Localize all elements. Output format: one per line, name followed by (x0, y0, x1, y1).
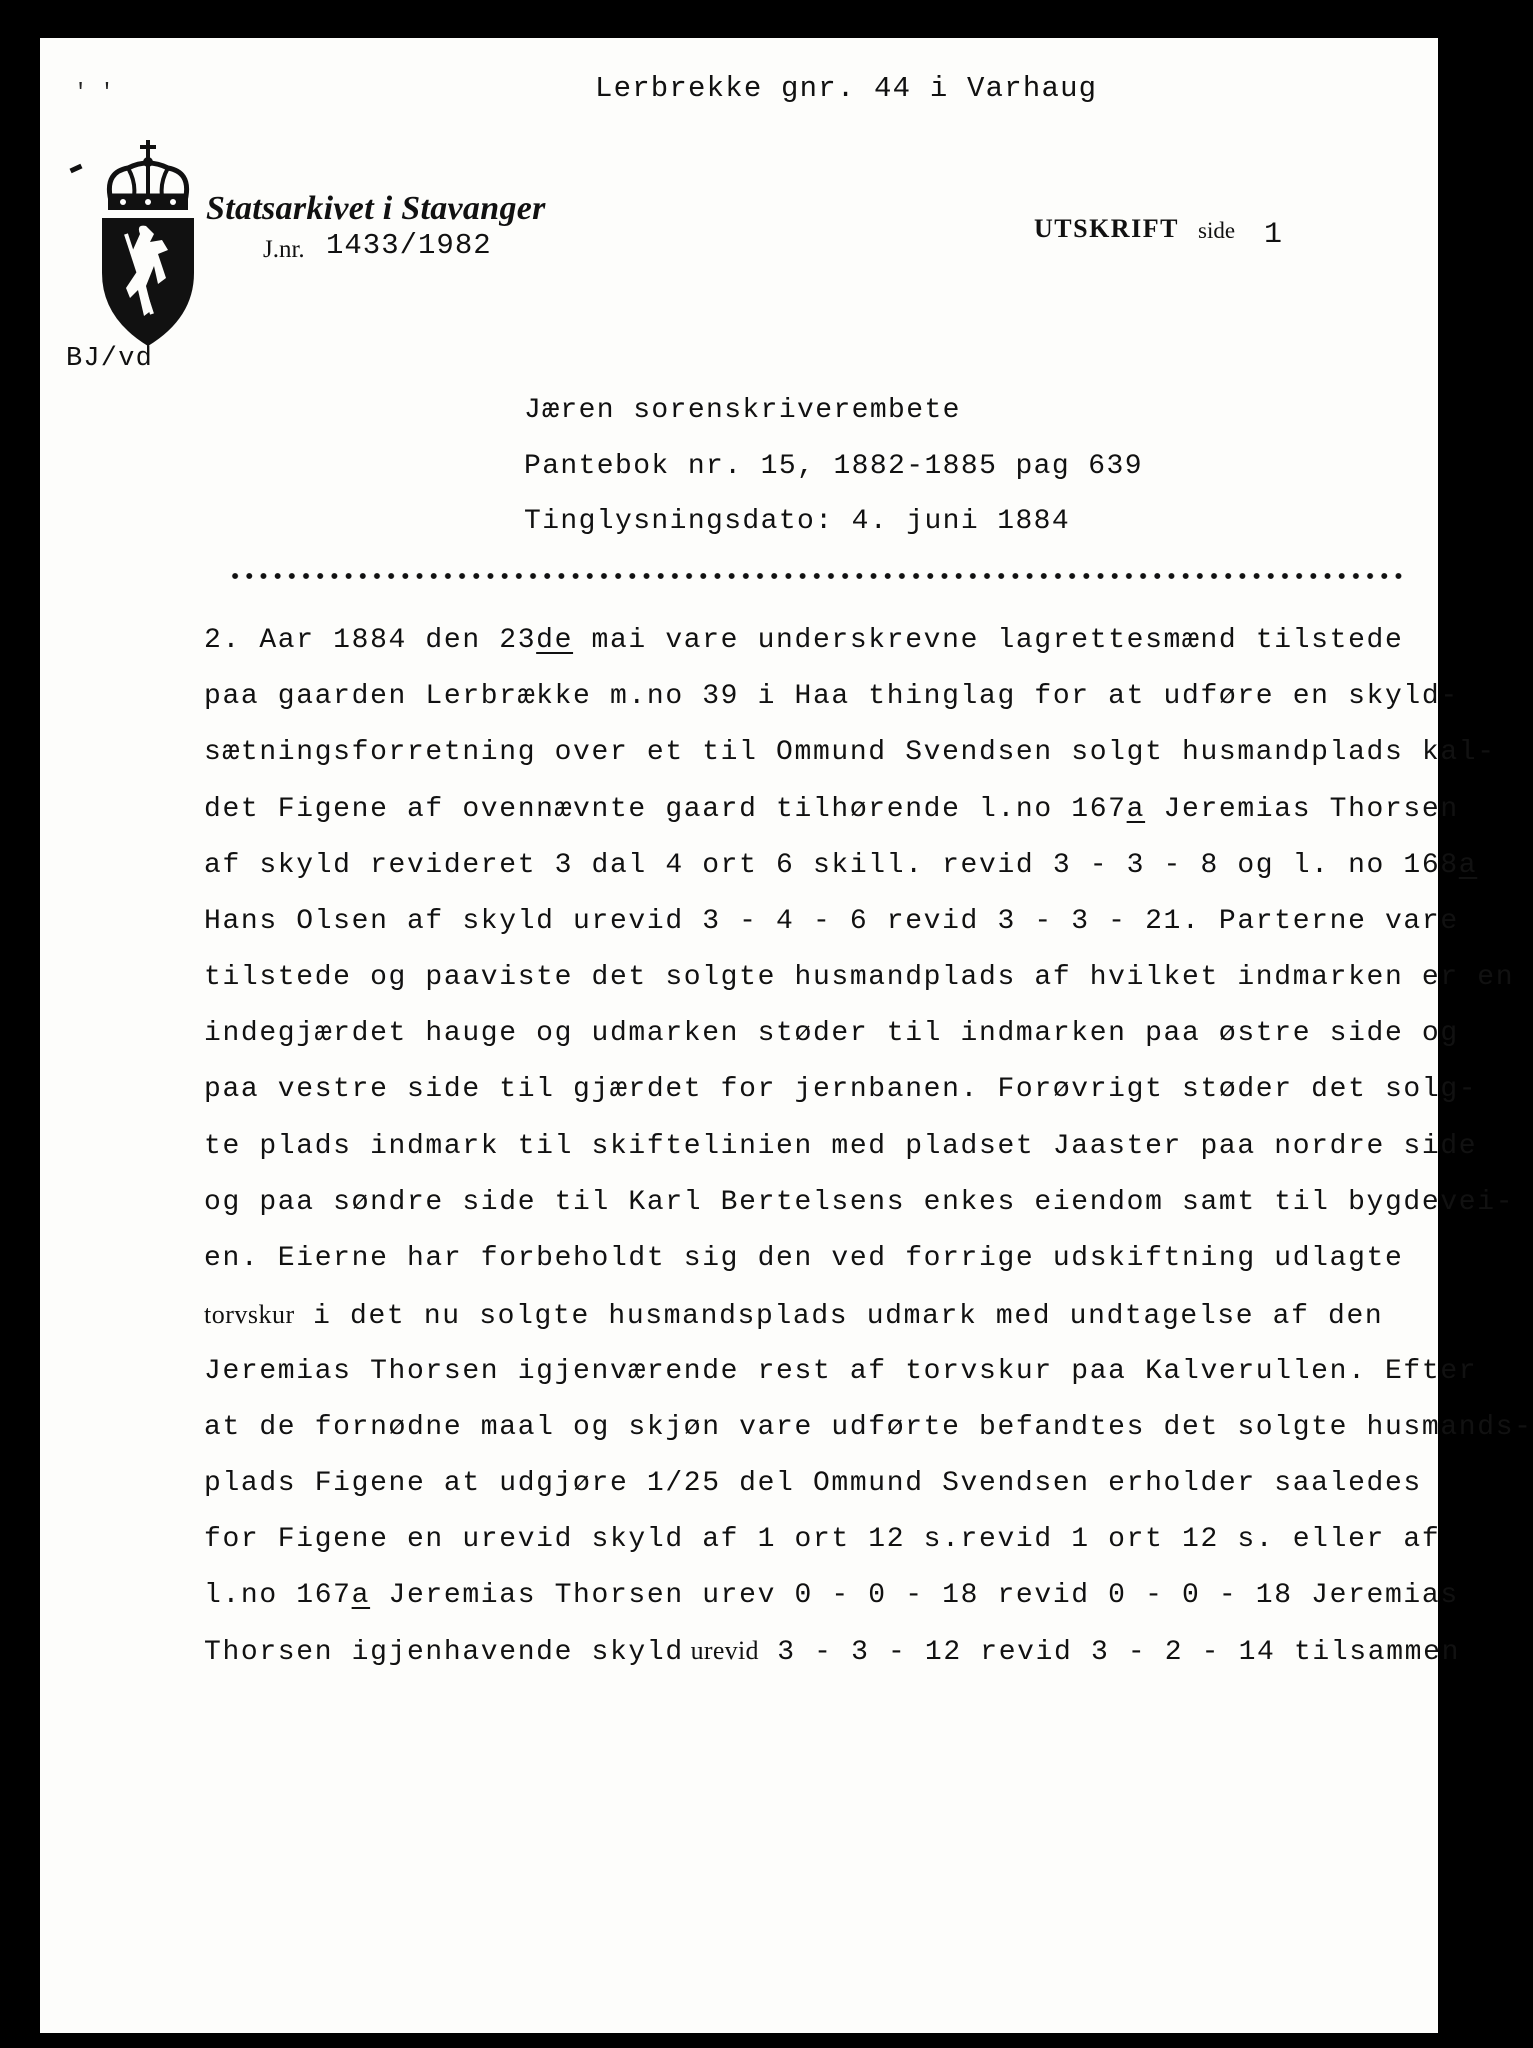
body-line-8: indegjærdet hauge og udmarken støder til indmarken paa østre side og (204, 1018, 1459, 1049)
body-line-15: at de fornødne maal og skjøn vare udførte befandtes det solgte husmands- (204, 1412, 1533, 1443)
body-line-11: og paa søndre side til Karl Bertelsens enkes eiendom samt til bygdevei- (204, 1187, 1515, 1218)
body-line-16: plads Figene at udgjøre 1/25 del Ommund Svendsen erholder saaledes (204, 1468, 1422, 1499)
journal-number: 1433/1982 (326, 229, 492, 262)
corner-marks: ' ' (74, 80, 114, 105)
body-line-2: paa gaarden Lerbrække m.no 39 i Haa thinglag for at udføre en skyld- (204, 681, 1459, 712)
tinglysningsdato: Tinglysningsdato: 4. juni 1884 (524, 506, 1071, 537)
archive-name: Statsarkivet i Stavanger (206, 190, 546, 227)
body-line-6: Hans Olsen af skyld urevid 3 - 4 - 6 revid 3 - 3 - 21. Parterne vare (204, 906, 1459, 937)
side-label: side (1198, 218, 1236, 243)
body-line-7: tilstede og paaviste det solgte husmandplads af hvilket indmarken er en (204, 962, 1515, 993)
body-line-18: l.no 167a Jeremias Thorsen urev 0 - 0 - 18 revid 0 - 0 - 18 Jeremias (204, 1580, 1459, 1611)
document-page (40, 38, 1533, 2033)
journal-number-label: J.nr. (263, 236, 305, 263)
body-line-12: en. Eierne har forbeholdt sig den ved forrige udskiftning udlagte (204, 1243, 1404, 1274)
body-line-9: paa vestre side til gjærdet for jernbanen. Forøvrigt støder det solg- (204, 1074, 1478, 1105)
office-name: Jæren sorenskriverembete (524, 395, 961, 426)
body-line-13: torvskur i det nu solgte husmandsplads udmark med undtagelse af den (204, 1300, 1384, 1332)
body-line-14: Jeremias Thorsen igjenværende rest af torvskur paa Kalverullen. Efter (204, 1356, 1478, 1387)
body-line-10: te plads indmark til skiftelinien med pladset Jaaster paa nordre side (204, 1131, 1478, 1162)
page-number: 1 (1264, 218, 1284, 252)
coat-of-arms-icon (88, 138, 208, 348)
body-line-3: sætningsforretning over et til Ommund Svendsen solgt husmandplads kal- (204, 737, 1496, 768)
dotted-separator (228, 571, 1408, 601)
archive-header: Lerbrekke gnr. 44 i Varhaug (595, 72, 1098, 105)
body-line-17: for Figene en urevid skyld af 1 ort 12 s.revid 1 ort 12 s. eller af (204, 1524, 1441, 1555)
utskrift-label: UTSKRIFT (1034, 214, 1179, 243)
pantebok-reference: Pantebok nr. 15, 1882-1885 pag 639 (524, 451, 1143, 482)
body-line-1: 2. Aar 1884 den 23de mai vare underskrevne lagrettesmænd tilstede (204, 625, 1404, 656)
body-line-19: Thorsen igjenhavende skyld urevid 3 - 3 - 12 revid 3 - 2 - 14 tilsammen (204, 1636, 1461, 1668)
initials: BJ/vd (66, 344, 154, 374)
margin-dash-mark (70, 164, 83, 174)
body-line-4: det Figene af ovennævnte gaard tilhørende l.no 167a Jeremias Thorsen (204, 794, 1459, 825)
body-line-5: af skyld revideret 3 dal 4 ort 6 skill. revid 3 - 3 - 8 og l. no 168a (204, 850, 1478, 881)
